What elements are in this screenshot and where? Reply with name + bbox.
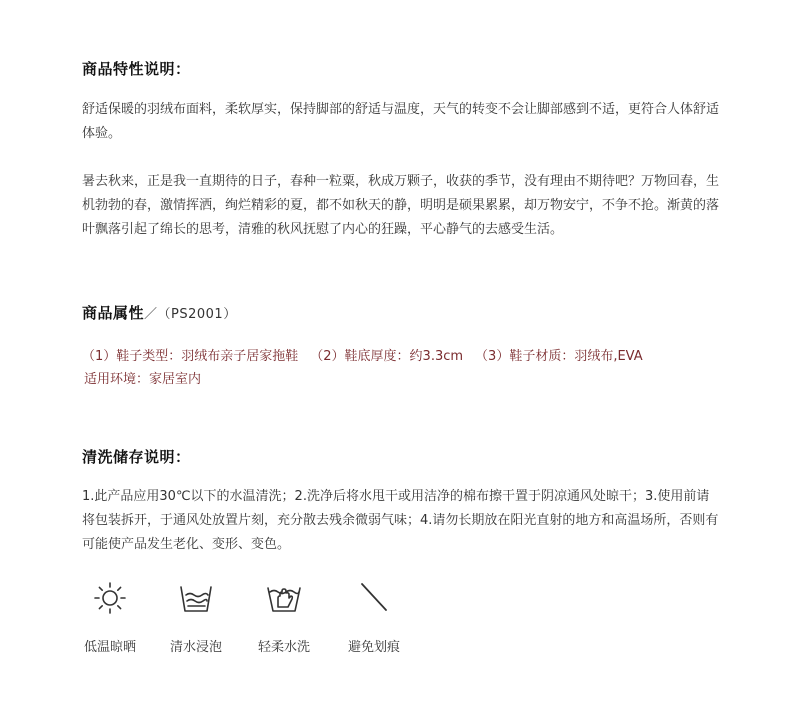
care-label: 避免划痕 [347,640,400,655]
care-icons [80,578,500,658]
washing-title: 清洗储存说明： [82,448,191,466]
care-gentle-wash [244,578,324,655]
attributes-row-2 [82,368,742,391]
features-paragraph-2: 暑去秋来，正是我一直期待的日子，春种一粒粟，秋成万颗子，收获的季节，没有理由不期待吧？万物回春，生机勃勃的春，激情挥洒，绚烂精彩的夏，都不如秋天的静，明明是硕果累累，却万物安宁，不争不抢。渐黄的落叶飘落引起了绵长的思考，清雅的秋风抚慰了内心的狂躁，平心静气的去感受生活。 [82,174,720,237]
product-code: ／（PS2001） [144,307,237,322]
care-label: 低温晾晒 [83,640,136,655]
care-clear-water-soak [156,578,236,655]
care-label: 清水浸泡 [169,640,222,655]
attribute-sole-thickness: （2）鞋底厚度：约3.3cm [310,349,464,364]
hand-wash-icon [264,578,304,618]
attributes-row-1 [82,345,742,368]
attribute-material: （3）鞋子材质：羽绒布,EVA [475,349,643,364]
care-avoid-scratch [334,578,414,655]
attribute-environment: 适用环境：家居室内 [84,372,202,387]
attributes-title [82,302,237,323]
care-low-temp-dry [70,578,150,655]
scratch-line-icon [354,578,394,618]
sun-icon [90,578,130,618]
water-basin-icon [176,578,216,618]
care-label: 轻柔水洗 [257,640,310,655]
features-paragraph-1: 舒适保暖的羽绒布面料，柔软厚实，保持脚部的舒适与温度，天气的转变不会让脚部感到不适，更符合人体舒适体验。 [82,102,720,141]
attribute-shoe-type: （1）鞋子类型：羽绒布亲子居家拖鞋 [82,349,299,364]
attributes-title-text: 商品属性 [82,304,145,322]
attributes-list [82,345,742,391]
features-title: 商品特性说明： [82,60,191,78]
washing-paragraph: 1.此产品应用30℃以下的水温清洗；2.洗净后将水甩干或用洁净的棉布擦干置于阴凉通风处晾干；3.使用前请将包装拆开，于通风处放置片刻，充分散去残余微弱气味；4.请勿长期放在阳光直射的地方和高温场所，否则有可能使产品发生老化、变形、变色。 [82,489,719,552]
